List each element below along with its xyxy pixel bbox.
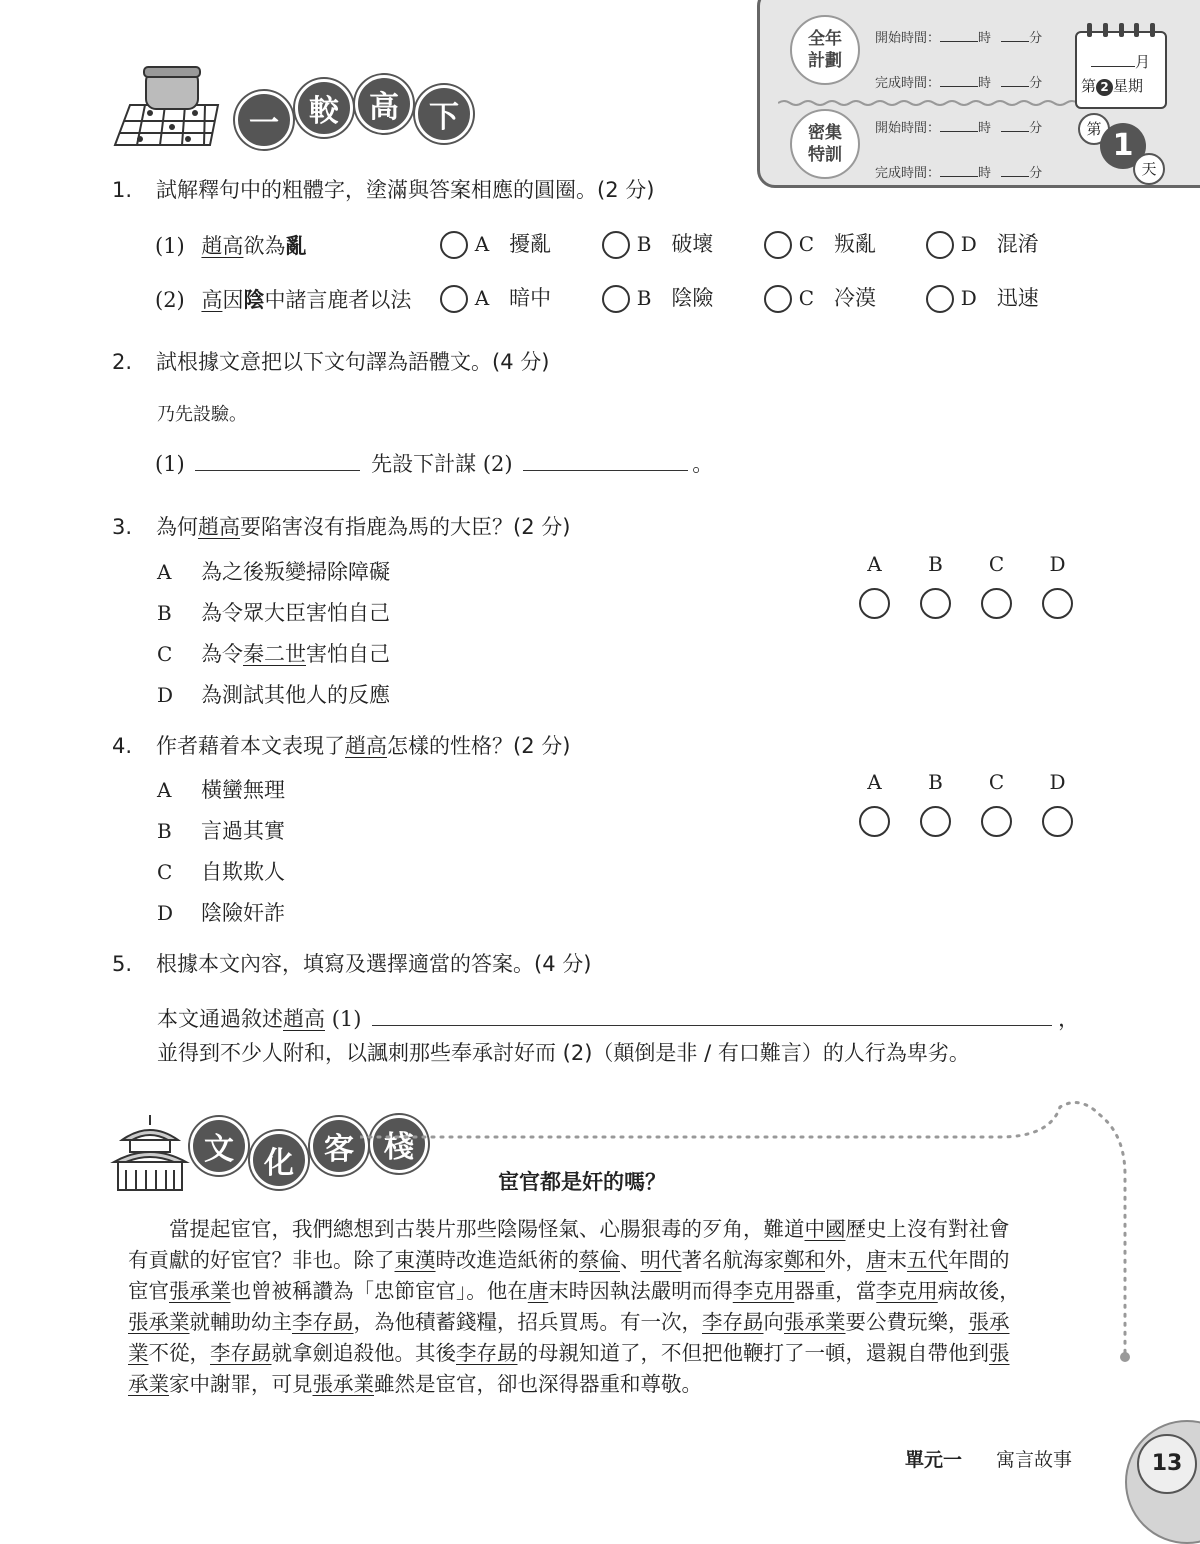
- q1-item1-options: [440, 228, 1088, 259]
- calendar-icon: [1075, 31, 1167, 109]
- q1-prompt: 1. 試解釋句中的粗體字，塗滿與答案相應的圓圈。(2 分): [112, 178, 655, 202]
- q5-blank-1[interactable]: [372, 1007, 1052, 1026]
- article-line: [128, 1214, 1020, 1245]
- intensive-badge: 密集特訓: [790, 109, 860, 179]
- annual-finish-row: 完成時間： 時 分: [875, 76, 1043, 91]
- q5-line2: 並得到不少人附和，以諷刺那些奉承討好而 (2)（顛倒是非 / 有口難言）的人行為卑劣。: [157, 1041, 970, 1065]
- proper-name: 業: [128, 1341, 149, 1365]
- q3-option-c: C 為令秦二世害怕自己: [157, 642, 390, 666]
- q3-bubble-a[interactable]: [859, 588, 890, 619]
- q3-options: [157, 552, 390, 716]
- month-label: 月: [1135, 53, 1151, 71]
- proper-name: 李存勗: [210, 1341, 272, 1365]
- q5-line1: 本文通過敘述趙高 (1) ，: [157, 1007, 1080, 1031]
- article-text: 末時因執法嚴明而得: [548, 1279, 733, 1303]
- schedule-box: [757, 0, 1200, 188]
- article-text: 末: [886, 1248, 907, 1272]
- q1-item2-option-c[interactable]: C 冷漠: [764, 282, 926, 313]
- article-text: 的母親知道了，不但把他鞭打了一頓，還親自帶他到: [517, 1341, 989, 1365]
- article-line: [128, 1338, 1020, 1369]
- article-text: 不從，: [148, 1341, 210, 1365]
- q4-answer-bubbles: A B C D: [859, 770, 1073, 837]
- proper-name: 李克用: [876, 1279, 938, 1303]
- q4-prompt: 4. 作者藉着本文表現了趙高怎樣的性格？(2 分): [112, 734, 571, 758]
- q1-item2-sentence: (2) 高因陰中諸言鹿者以法: [155, 287, 412, 312]
- q3-bubble-c[interactable]: [981, 588, 1012, 619]
- article-text: 病故後，: [937, 1279, 1020, 1303]
- section1-title: 一 較 高 下: [235, 75, 473, 149]
- q3-bubble-b[interactable]: [920, 588, 951, 619]
- q1-item1-sentence: (1) 趙高欲為亂: [155, 233, 307, 258]
- q2-answer-row: (1) 先設下計謀 (2) 。: [155, 452, 714, 476]
- q4-bubble-d[interactable]: [1042, 806, 1073, 837]
- proper-name: 張承業: [169, 1279, 231, 1303]
- section2-title: 文 化 客 棧: [190, 1115, 428, 1189]
- q1-item1-option-a[interactable]: A 擾亂: [440, 228, 602, 259]
- q1-item1-option-d[interactable]: D 混淆: [926, 228, 1088, 259]
- page-number: 13: [1137, 1434, 1197, 1494]
- article-text: 就拿劍追殺他。其後: [271, 1341, 456, 1365]
- q4-option-b: B 言過其實: [157, 819, 285, 843]
- proper-name: 張承: [968, 1310, 1010, 1334]
- proper-name: 張: [989, 1341, 1010, 1365]
- proper-name: 張承業: [784, 1310, 846, 1334]
- article-text: 當提起宦官，我們總想到古裝片那些陰陽怪氣、心腸狠毒的歹角，難道: [128, 1217, 805, 1241]
- q2-blank-2[interactable]: [523, 452, 688, 471]
- proper-name: 東漢: [394, 1248, 436, 1272]
- article-text: 歷史上沒有對社會: [845, 1217, 1010, 1241]
- proper-name: 承業: [128, 1372, 169, 1396]
- q1-item2-options: [440, 282, 1088, 313]
- proper-name: 李存勗: [702, 1310, 764, 1334]
- q3-option-d: D 為測試其他人的反應: [157, 683, 390, 707]
- q3-prompt: 3. 為何趙高要陷害沒有指鹿為馬的大臣？(2 分): [112, 515, 571, 539]
- article-text: ，為他積蓄錢糧，招兵買馬。有一次，: [353, 1310, 702, 1334]
- article-text: 、: [620, 1248, 641, 1272]
- article-text: 也曾被稱讚為「忠節宦官」。他在: [230, 1279, 528, 1303]
- q5-prompt: 5. 根據本文內容，填寫及選擇適當的答案。(4 分): [112, 952, 592, 976]
- day-badge: 第 1 天: [1078, 115, 1160, 179]
- q4-option-c: C 自欺欺人: [157, 860, 285, 884]
- week-label: 第 2 星期: [1081, 77, 1144, 95]
- proper-name: 李存勗: [456, 1341, 518, 1365]
- q4-bubble-c[interactable]: [981, 806, 1012, 837]
- q1-item2-option-b[interactable]: B 陰險: [602, 282, 764, 313]
- q3-bubble-d[interactable]: [1042, 588, 1073, 619]
- pavilion-icon: [110, 1110, 190, 1195]
- article-text: 著名航海家: [681, 1248, 784, 1272]
- article-heading: 宦官都是奸的嗎？: [498, 1170, 666, 1194]
- article-line: [128, 1276, 1020, 1307]
- article-line: [128, 1369, 1020, 1400]
- proper-name: 張承業: [128, 1310, 190, 1334]
- article-line: [128, 1245, 1020, 1276]
- q3-answer-bubbles: A B C D: [859, 552, 1073, 619]
- annual-start-row: 開始時間： 時 分: [875, 31, 1043, 46]
- proper-name: 五代: [907, 1248, 948, 1272]
- q3-option-b: B 為令眾大臣害怕自己: [157, 601, 390, 625]
- article-text: 年間的: [948, 1248, 1010, 1272]
- proper-name: 明代: [640, 1248, 682, 1272]
- annual-plan-badge: 全年計劃: [790, 15, 860, 85]
- q4-bubble-b[interactable]: [920, 806, 951, 837]
- proper-name: 李克用: [732, 1279, 795, 1303]
- page-number-badge: [1125, 1420, 1200, 1544]
- q1-item2-option-a[interactable]: A 暗中: [440, 282, 602, 313]
- q4-option-d: D 陰險奸詐: [157, 901, 285, 925]
- q4-bubble-a[interactable]: [859, 806, 890, 837]
- game-board-icon: [110, 65, 220, 150]
- proper-name: 李存勗: [292, 1310, 354, 1334]
- article-text: 家中謝罪，可見: [169, 1372, 313, 1396]
- article-text: 外，: [825, 1248, 866, 1272]
- article-text: 時改進造紙術的: [435, 1248, 579, 1272]
- q2-blank-1[interactable]: [195, 452, 360, 471]
- proper-name: 蔡倫: [579, 1248, 620, 1272]
- wavy-divider: [778, 99, 1078, 107]
- article-text: 向: [763, 1310, 784, 1334]
- q4-options: [157, 770, 285, 934]
- article-text: 有貢獻的好宦官？非也。除了: [128, 1248, 395, 1272]
- q2-prompt: 2. 試根據文意把以下文句譯為語體文。(4 分): [112, 350, 550, 374]
- proper-name: 鄭和: [784, 1248, 825, 1272]
- article-text: 要公費玩樂，: [845, 1310, 969, 1334]
- footer-unit: 單元一 寓言故事: [905, 1449, 1073, 1471]
- article-line: [128, 1307, 1020, 1338]
- q4-option-a: A 橫蠻無理: [157, 778, 285, 802]
- article-text: 就輔助幼主: [189, 1310, 292, 1334]
- intensive-finish-row: 完成時間： 時 分: [875, 166, 1043, 181]
- q1-item2-option-d[interactable]: D 迅速: [926, 282, 1088, 313]
- proper-name: 張承業: [312, 1372, 374, 1396]
- article-text: 雖然是宦官，卻也深得器重和尊敬。: [374, 1372, 702, 1396]
- q2-quote: 乃先設驗。: [157, 404, 247, 425]
- q1-item1-option-c[interactable]: C 叛亂: [764, 228, 926, 259]
- q1-item1-option-b[interactable]: B 破壞: [602, 228, 764, 259]
- proper-name: 中國: [804, 1217, 846, 1241]
- q3-option-a: A 為之後叛變掃除障礙: [157, 560, 390, 584]
- proper-name: 唐: [866, 1248, 887, 1272]
- article-text: 器重，當: [794, 1279, 877, 1303]
- article-text: 宦官: [128, 1279, 169, 1303]
- intensive-start-row: 開始時間： 時 分: [875, 121, 1043, 136]
- proper-name: 唐: [527, 1279, 549, 1303]
- article-paragraph: [128, 1214, 1020, 1400]
